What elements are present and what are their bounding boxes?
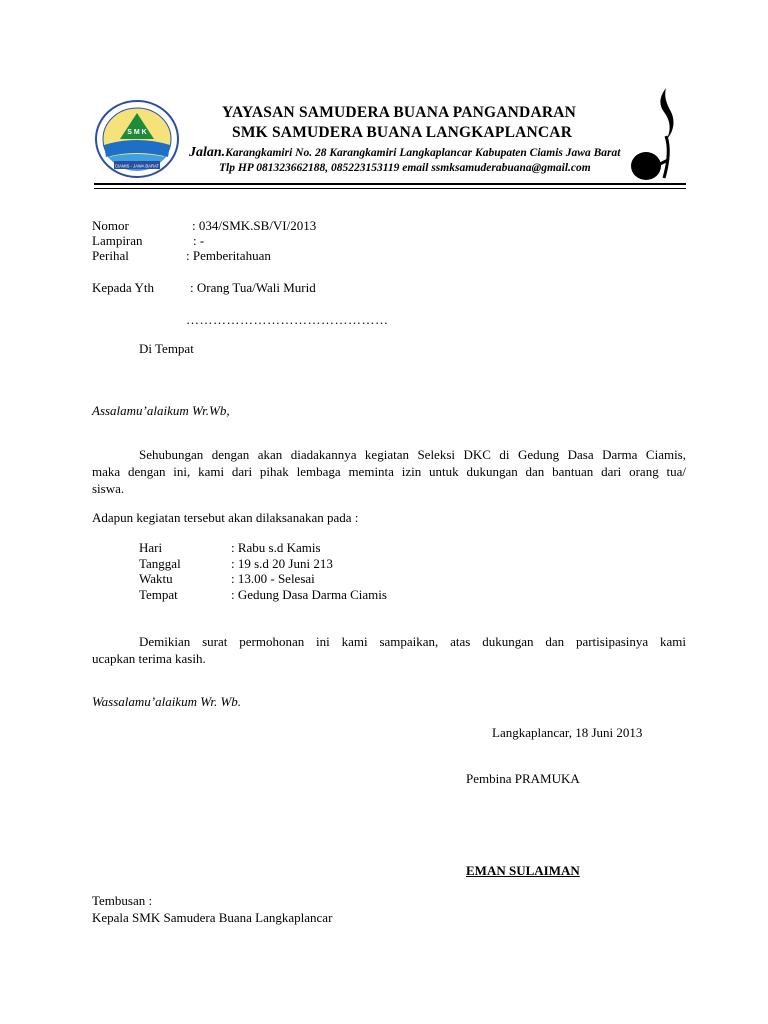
greeting: Assalamu’alaikum Wr.Wb, bbox=[92, 403, 230, 418]
address-prefix: Jalan. bbox=[189, 145, 226, 160]
signer-position: Pembina PRAMUKA bbox=[466, 771, 580, 786]
lampiran-label: Lampiran bbox=[92, 233, 143, 248]
paragraph-1-line-1: Sehubungan dengan akan diadakannya kegiatan Seleksi DKC di Gedung Dasa Darma Ciamis, bbox=[139, 447, 686, 462]
foundation-name: YAYASAN SAMUDERA BUANA PANGANDARAN bbox=[222, 104, 577, 121]
paragraph-1 bbox=[92, 446, 686, 497]
closing-line-2: ucapkan terima kasih. bbox=[92, 651, 206, 666]
cc-label: Tembusan : bbox=[92, 893, 153, 908]
paragraph-1-line-2: maka dengan ini, kami dari pihak lembaga meminta izin untuk dukungan dan bantuan dari orang tua/ bbox=[92, 464, 686, 479]
schedule-intro: Adapun kegiatan tersebut akan dilaksanakan pada : bbox=[92, 510, 359, 525]
schedule-label: Tempat bbox=[139, 586, 178, 602]
farewell: Wassalamu’alaikum Wr. Wb. bbox=[92, 694, 242, 709]
schedule-value: : Gedung Dasa Darma Ciamis bbox=[231, 586, 387, 602]
schedule-label: Hari bbox=[139, 540, 163, 555]
address-text: Karangkamiri No. 28 Karangkamiri Langkaplancar Kabupaten Ciamis Jawa Barat bbox=[225, 147, 621, 159]
address-dots: ……………………………………… bbox=[186, 312, 389, 327]
logo-bottom-text: CIAMIS - JAWA BARAT bbox=[114, 163, 160, 169]
schedule-label: Tanggal bbox=[139, 555, 181, 571]
schedule-value: : 19 s.d 20 Juni 213 bbox=[231, 555, 333, 571]
nomor-label: Nomor bbox=[92, 218, 129, 233]
letterhead-rule-thin bbox=[94, 188, 686, 189]
school-name: SMK SAMUDERA BUANA LANGKAPLANCAR bbox=[232, 124, 573, 141]
schedule-row bbox=[139, 571, 439, 587]
school-address bbox=[189, 145, 620, 161]
schedule-row bbox=[139, 587, 439, 603]
school-logo bbox=[94, 99, 180, 179]
schedule-label: Waktu bbox=[139, 571, 173, 586]
letterhead-rule-thick bbox=[94, 183, 686, 185]
cc-recipient: Kepala SMK Samudera Buana Langkaplancar bbox=[92, 910, 333, 925]
di-tempat: Di Tempat bbox=[139, 341, 194, 356]
place-date: Langkaplancar, 18 Juni 2013 bbox=[492, 725, 643, 740]
closing-line-1: Demikian surat permohonan ini kami sampaikan, atas dukungan dan partisipasinya kami bbox=[139, 634, 686, 649]
paragraph-1-line-3: siswa. bbox=[92, 481, 125, 496]
schedule-table bbox=[139, 540, 439, 602]
schedule-row bbox=[139, 540, 439, 556]
pramuka-logo-icon bbox=[630, 86, 690, 186]
schedule-value: : 13.00 - Selesai bbox=[231, 571, 315, 586]
kepada-value: : Orang Tua/Wali Murid bbox=[190, 280, 316, 295]
signer-name: EMAN SULAIMAN bbox=[466, 863, 580, 878]
school-contact: Tlp HP 081323662188, 085223153119 email ssmksamuderabuana@gmail.com bbox=[219, 162, 591, 174]
closing-paragraph bbox=[92, 633, 686, 667]
kepada-label: Kepada Yth bbox=[92, 280, 154, 295]
perihal-value: : Pemberitahuan bbox=[186, 248, 271, 263]
nomor-value: : 034/SMK.SB/VI/2013 bbox=[192, 218, 317, 233]
logo-seal-text: S M K bbox=[127, 129, 147, 136]
schedule-value: : Rabu s.d Kamis bbox=[231, 540, 321, 555]
lampiran-value: : - bbox=[193, 233, 205, 248]
perihal-label: Perihal bbox=[92, 248, 129, 263]
schedule-row bbox=[139, 556, 439, 572]
